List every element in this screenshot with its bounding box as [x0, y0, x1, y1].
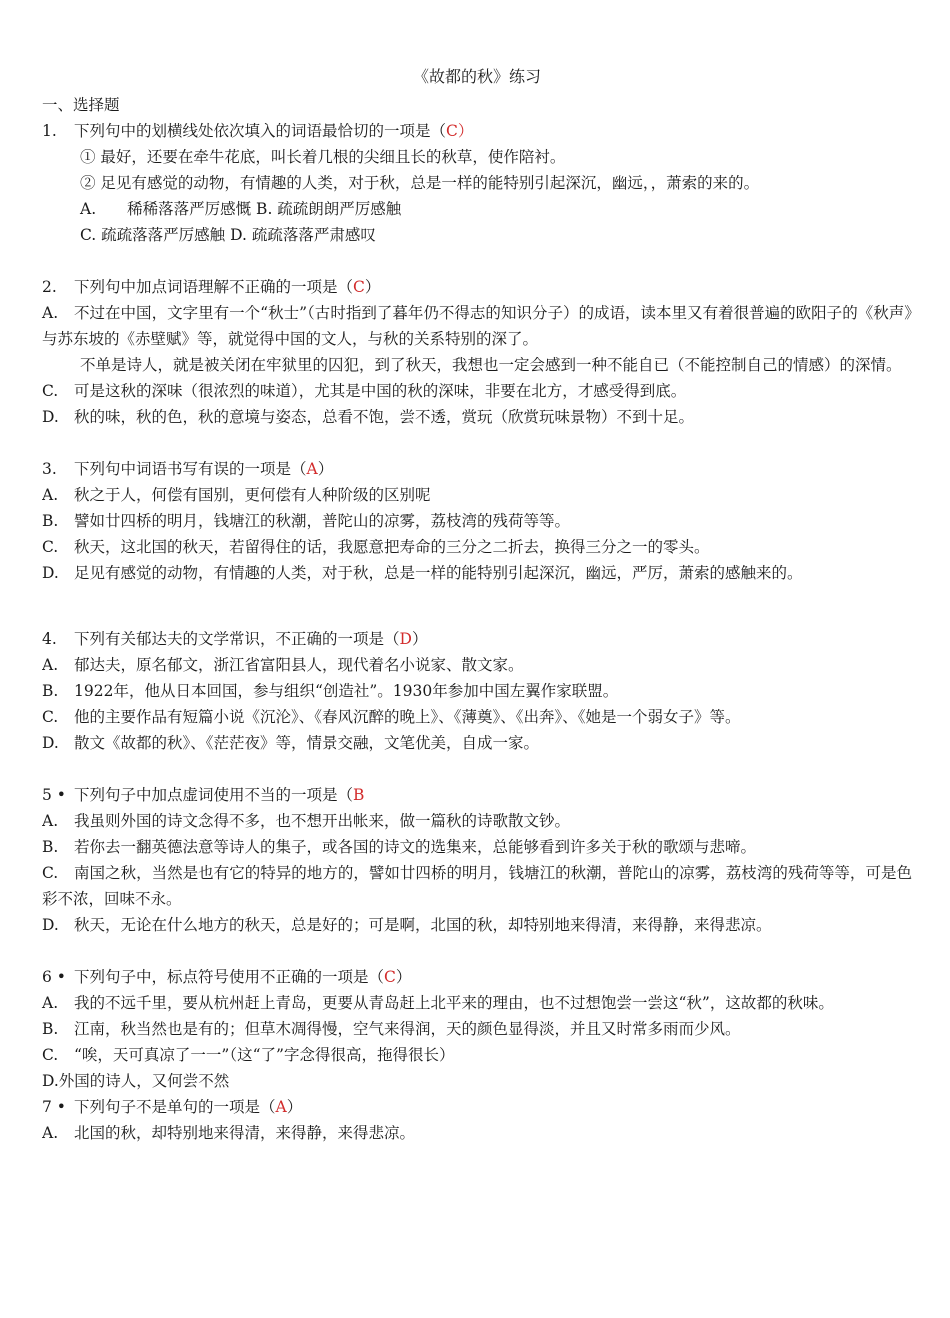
question-7-stem: 7 • 下列句子不是单句的一项是（A）: [42, 1094, 912, 1120]
answer-key: B: [353, 786, 365, 804]
question-3-option-d: D. 足见有感觉的动物，有情趣的人类，对于秋，总是一样的能特别引起深沉，幽远，严厉，萧索的感触来的。: [42, 564, 803, 582]
question-4-option-d: D. 散文《故都的秋》、《茫茫夜》等，情景交融，文笔优美，自成一家。: [42, 734, 540, 752]
question-6-option-d: D.外国的诗人，又何尝不然: [42, 1072, 230, 1090]
question-3-option-c: C. 秋天，这北国的秋天，若留得住的话，我愿意把寿命的三分之二折去，换得三分之一的零头。: [42, 538, 710, 556]
answer-key: C: [384, 968, 396, 986]
question-number: 7 •: [42, 1098, 66, 1116]
question-number: 6 •: [42, 968, 66, 986]
answer-key: A: [306, 460, 318, 478]
document-page: [42, 64, 912, 1146]
question-5-stem: 5 • 下列句子中加点虚词使用不当的一项是（B: [42, 782, 912, 808]
answer-key: C: [353, 278, 365, 296]
question-5-option-b: B. 若你去一翻英德法意等诗人的集子，或各国的诗文的选集来，总能够看到许多关于秋的歌颂与悲啼。: [42, 838, 757, 856]
question-1-options-ab: A. 稀稀落落严厉感慨 B. 疏疏朗朗严厉感触: [80, 200, 402, 218]
answer-key: D: [399, 630, 412, 648]
question-3-stem: 3. 下列句中词语书写有误的一项是（A）: [42, 456, 912, 482]
question-4-option-a: A. 郁达夫，原名郁文，浙江省富阳县人，现代着名小说家、散文家。: [42, 656, 524, 674]
question-2-option-c: C. 可是这秋的深味（很浓烈的味道），尤其是中国的秋的深味，非要在北方，才感受得到底。: [42, 382, 687, 400]
question-number: 2.: [42, 278, 57, 296]
question-2-option-d: D. 秋的味，秋的色，秋的意境与姿态，总看不饱，尝不透，赏玩（欣赏玩味景物）不到十足。: [42, 408, 695, 426]
question-4-stem: 4. 下列有关郁达夫的文学常识，不正确的一项是（D）: [42, 626, 912, 652]
question-number: 4.: [42, 630, 57, 648]
section-heading: 一、选择题: [42, 96, 120, 114]
question-6-option-a: A. 我的不远千里，要从杭州赶上青岛，更要从青岛赶上北平来的理由，也不过想饱尝一尝这“秋”，这故都的秋味。: [42, 994, 834, 1012]
question-5-option-c: C. 南国之秋，当然是也有它的特异的地方的，譬如廿四桥的明月，钱塘江的秋潮，普陀山的凉雾，荔枝湾的残荷等等，可是色彩不浓，回味不永。: [42, 864, 912, 908]
question-4-option-c: C. 他的主要作品有短篇小说《沉沦》、《春风沉醉的晚上》、《薄奠》、《出奔》、《她是一个弱女子》等。: [42, 708, 741, 726]
question-6-option-b: B. 江南，秋当然也是有的；但草木凋得慢，空气来得润，天的颜色显得淡，并且又时常多雨而少风。: [42, 1020, 741, 1038]
question-1-options-cd: C. 疏疏落落严厉感触 D. 疏疏落落严肃感叹: [80, 226, 376, 244]
question-2-option-b: 不单是诗人，就是被关闭在牢狱里的囚犯，到了秋天，我想也一定会感到一种不能自已（不能控制自己的情感）的深情。: [80, 356, 902, 374]
question-2-option-a: A. 不过在中国，文字里有一个“秋士”（古时指到了暮年仍不得志的知识分子）的成语，读本里又有着很普遍的欧阳子的《秋声》与苏东坡的《赤壁赋》等，就觉得中国的文人，与秋的关系特别的深了。: [42, 304, 912, 348]
question-number: 3.: [42, 460, 57, 478]
answer-key: C: [446, 122, 458, 140]
question-2-stem: 2. 下列句中加点词语理解不正确的一项是（C）: [42, 274, 912, 300]
question-number: 1.: [42, 122, 57, 140]
question-1-sentence-1: ① 最好，还要在牵牛花底，叫长着几根的尖细且长的秋草，使作陪衬。: [80, 148, 566, 166]
answer-key: A: [275, 1098, 287, 1116]
question-6-option-c: C. “唉，天可真凉了一一”（这“了”字念得很高，拖得很长）: [42, 1046, 455, 1064]
question-number: 5 •: [42, 786, 66, 804]
question-7-option-a: A. 北国的秋，却特别地来得清，来得静，来得悲凉。: [42, 1124, 416, 1142]
question-6-stem: 6 • 下列句子中，标点符号使用不正确的一项是（C）: [42, 964, 912, 990]
document-title: 《故都的秋》练习: [412, 67, 541, 86]
question-1-stem: 1. 下列句中的划横线处依次填入的词语最恰切的一项是（C）: [42, 118, 912, 144]
question-5-option-d: D. 秋天，无论在什么地方的秋天，总是好的；可是啊，北国的秋，却特别地来得清，来得静，来得悲凉。: [42, 916, 772, 934]
question-1-sentence-2: ② 足见有感觉的动物，有情趣的人类，对于秋，总是一样的能特别引起深沉，幽远，，萧索的来的。: [80, 174, 760, 192]
question-5-option-a: A. 我虽则外国的诗文念得不多，也不想开出帐来，做一篇秋的诗歌散文钞。: [42, 812, 571, 830]
question-3-option-b: B. 譬如廿四桥的明月，钱塘江的秋潮，普陀山的凉雾，荔枝湾的残荷等等。: [42, 512, 571, 530]
question-3-option-a: A. 秋之于人，何偿有国别，更何偿有人种阶级的区别呢: [42, 486, 431, 504]
question-4-option-b: B. 1922年，他从日本回国，参与组织“创造社”。1930年参加中国左翼作家联盟。: [42, 682, 619, 700]
